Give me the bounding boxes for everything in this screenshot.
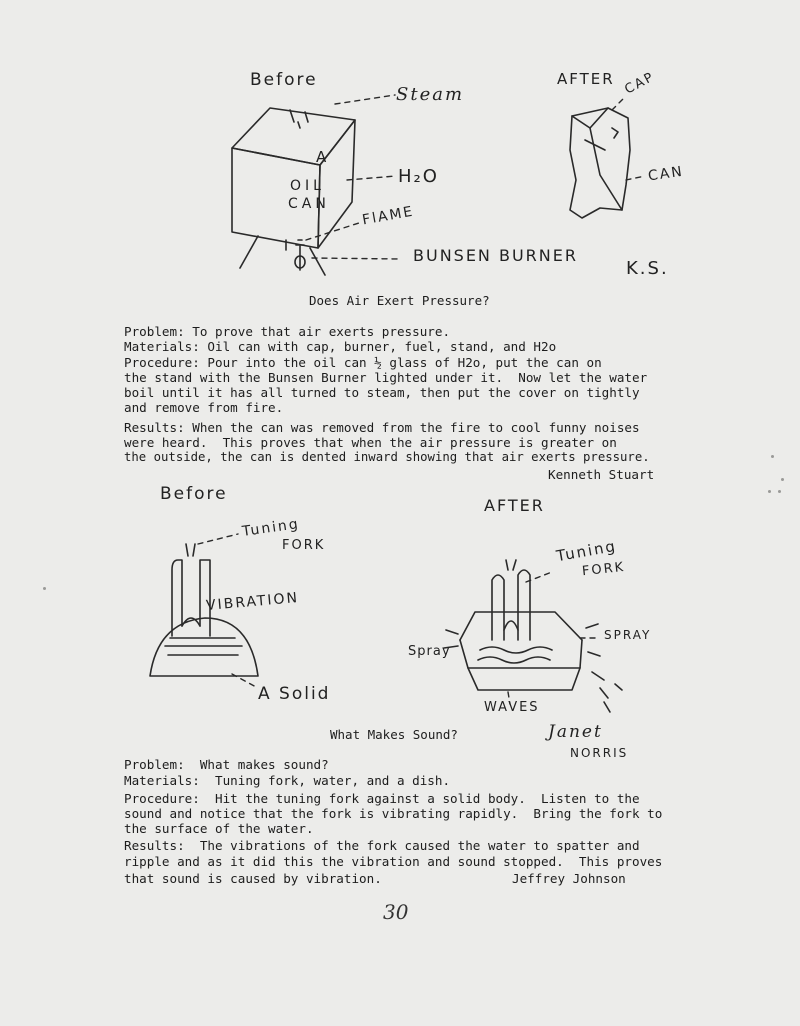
leader-fork-before xyxy=(198,534,238,544)
label-bunsen-burner: BUNSEN BURNER xyxy=(413,246,578,265)
experiment2-procedure-line: the surface of the water. xyxy=(124,821,314,836)
experiment1-procedure-line: and remove from fire. xyxy=(124,400,284,415)
label-h2o: H₂O xyxy=(398,166,439,187)
experiment1-author: Kenneth Stuart xyxy=(548,467,655,482)
leader-can xyxy=(626,176,645,180)
label-before-1: Before xyxy=(250,70,318,90)
page-number: 30 xyxy=(383,900,409,924)
experiment2-title: What Makes Sound? xyxy=(330,727,458,742)
label-tuning-before-2: FORK xyxy=(282,538,326,553)
label-initials: K.S. xyxy=(626,258,669,279)
experiment2-results-last: that sound is caused by vibration. xyxy=(124,871,382,886)
experiment2-problem: Problem: What makes sound? xyxy=(124,757,329,772)
label-artist-first: Janet xyxy=(548,722,603,742)
experiment1-results-line: were heard. This proves that when the air pressure is greater on xyxy=(124,435,617,450)
label-steam: Steam xyxy=(396,84,465,105)
label-box-a: A xyxy=(316,148,329,166)
label-cap: CAP xyxy=(622,69,658,98)
experiment1-procedure-line: the stand with the Bunsen Burner lighted under it. Now let the water xyxy=(124,370,648,385)
label-spray-left: Spray xyxy=(408,644,451,659)
experiment1-materials: Materials: Oil can with cap, burner, fuel, stand, and H2o xyxy=(124,339,557,354)
leader-flame xyxy=(306,222,362,240)
experiment2-results-line: ripple and as it did this the vibration and sound stopped. This proves xyxy=(124,854,663,869)
experiment2-author: Jeffrey Johnson xyxy=(512,871,626,886)
experiment1-procedure-line: boil until it has all turned to steam, then put the cover on tightly xyxy=(124,385,640,400)
experiment2-procedure-line: sound and notice that the fork is vibrating rapidly. Bring the fork to xyxy=(124,806,663,821)
tuning-fork-after-drawing xyxy=(444,560,622,712)
experiment2-materials: Materials: Tuning fork, water, and a dish. xyxy=(124,773,451,788)
experiment1-results-line: the outside, the can is dented inward showing that air exerts pressure. xyxy=(124,450,650,464)
experiment1-problem: Problem: To prove that air exerts pressure. xyxy=(124,324,451,339)
label-vibration: VIBRATION xyxy=(205,589,300,615)
label-oil: OIL xyxy=(290,178,325,194)
label-solid: A Solid xyxy=(258,684,331,704)
label-after-2: AFTER xyxy=(484,496,545,515)
label-flame: FlAME xyxy=(361,203,416,229)
crushed-can-drawing xyxy=(570,108,630,218)
label-tuning-after-1: Tuning xyxy=(554,536,619,566)
label-spray-right: SPRAY xyxy=(604,628,652,642)
label-tuning-before-1: Tuning xyxy=(241,516,301,540)
experiment1-title: Does Air Exert Pressure? xyxy=(309,293,490,308)
experiment1-procedure-line: Procedure: Pour into the oil can ½ glass of H2o, put the can on xyxy=(124,355,602,370)
label-can-text: CAN xyxy=(288,196,330,212)
label-before-2: Before xyxy=(160,484,228,504)
label-waves: WAVES xyxy=(484,700,540,715)
leader-bunsen xyxy=(312,258,400,259)
experiment2-results-line: Results: The vibrations of the fork caused the water to spatter and xyxy=(124,838,640,853)
experiment2-procedure-line: Procedure: Hit the tuning fork against a solid body. Listen to the xyxy=(124,791,640,806)
label-artist-last: NORRIS xyxy=(570,746,629,760)
label-after-1: AFTER xyxy=(557,70,615,88)
label-tuning-after-2: FORK xyxy=(581,559,626,580)
label-can: CAN xyxy=(647,163,685,185)
leader-h2o xyxy=(347,176,396,180)
leader-cap xyxy=(612,96,626,110)
leader-steam xyxy=(335,95,395,104)
experiment1-results-line: Results: When the can was removed from the fire to cool funny noises xyxy=(124,420,640,435)
